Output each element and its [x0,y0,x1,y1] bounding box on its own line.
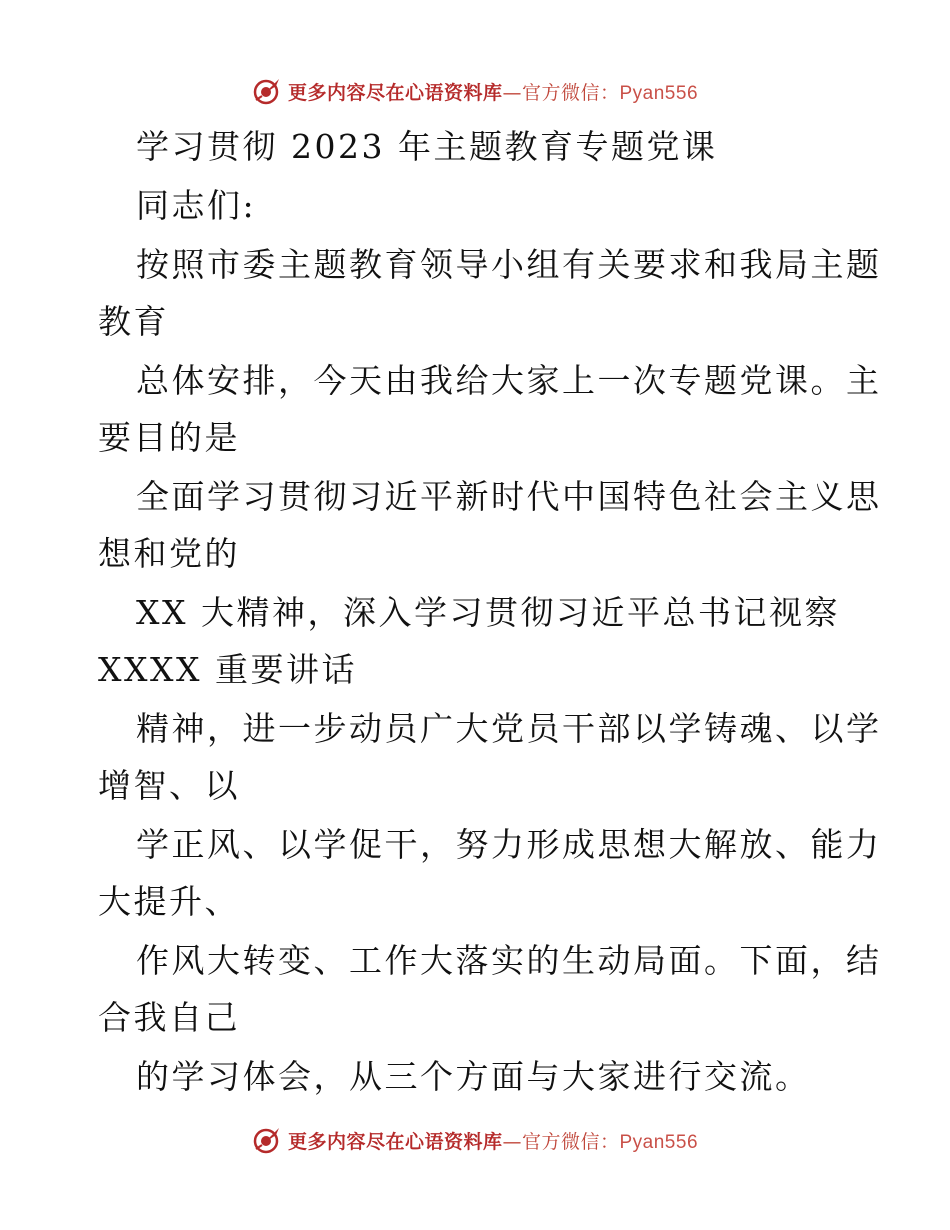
body-line: 作风大转变、工作大落实的生动局面。下面，结 [136,941,882,980]
watermark-sub-text: 官方微信： [521,1130,620,1153]
body-line: 想和党的 [98,534,240,573]
body-line: XX 大精神，深入学习贯彻习近平总书记视察 [136,593,840,632]
watermark-main-text: 更多内容尽在心语资料库 [287,81,503,104]
document-title: 学习贯彻 2023 年主题教育专题党课 [136,127,718,166]
body-line: 按照市委主题教育领导小组有关要求和我局主题 [136,245,882,284]
body-line: 大提升、 [98,882,240,921]
header-watermark [0,71,950,111]
footer-watermark [0,1120,950,1160]
watermark-wechat-id: Pyan556 [619,82,699,104]
salutation: 同志们: [136,186,257,225]
quill-logo-icon [252,1125,282,1155]
watermark-dash: — [502,1130,522,1153]
body-line: 教育 [98,302,169,341]
body-line: 的学习体会，从三个方面与大家进行交流。 [136,1057,811,1096]
body-line: XXXX 重要讲话 [98,650,357,689]
body-line: 总体安排，今天由我给大家上一次专题党课。主 [136,361,882,400]
quill-logo-icon [252,76,282,106]
watermark-dash: — [502,81,522,104]
body-line: 增智、以 [98,766,240,805]
body-line: 合我自己 [98,998,240,1037]
watermark-main-text: 更多内容尽在心语资料库 [287,1130,503,1153]
body-line: 全面学习贯彻习近平新时代中国特色社会主义思 [136,477,882,516]
body-line: 学正风、以学促干，努力形成思想大解放、能力 [136,825,882,864]
body-line: 精神，进一步动员广大党员干部以学铸魂、以学 [136,709,882,748]
watermark-sub-text: 官方微信： [521,81,620,104]
watermark-wechat-id: Pyan556 [619,1131,699,1153]
body-line: 要目的是 [98,418,240,457]
